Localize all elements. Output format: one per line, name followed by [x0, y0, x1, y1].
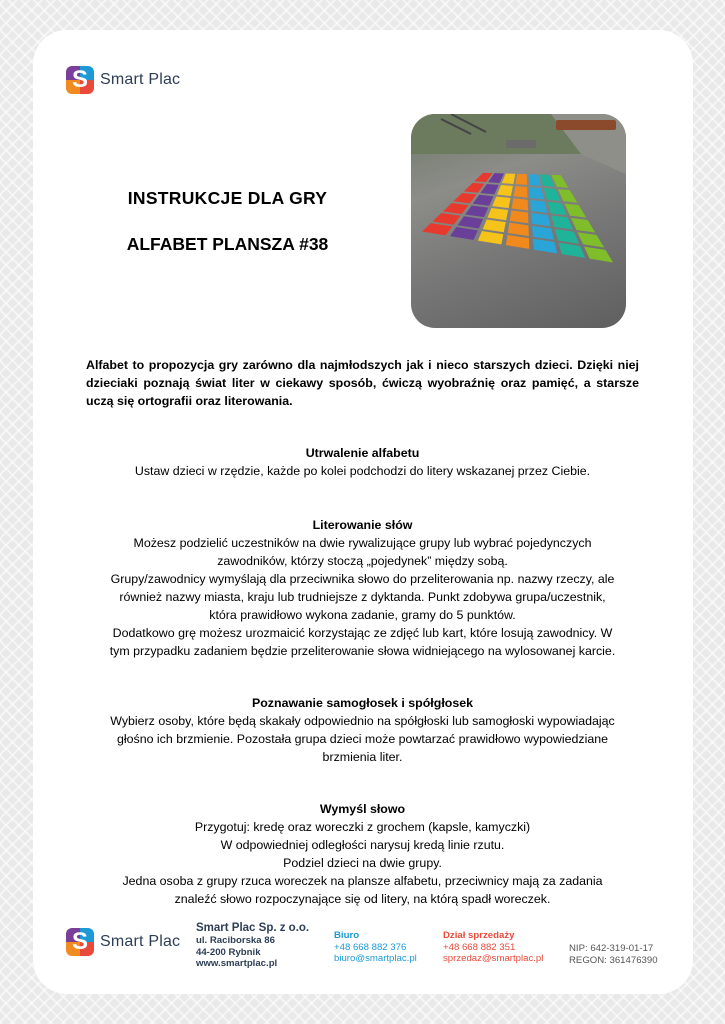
board-tile: [510, 210, 529, 223]
board-tile: [558, 189, 577, 202]
board-tile: [443, 203, 468, 214]
board-tile: [516, 174, 528, 185]
board-tile: [544, 188, 561, 201]
section-line: Jedna osoba z grupy rzuca woreczek na plansze alfabetu, przeciwnicy mają za zadania: [122, 874, 603, 888]
board-tile: [483, 219, 506, 232]
board-tile: [465, 205, 488, 217]
board-tile: [450, 227, 478, 240]
smart-plac-logo: [66, 66, 180, 94]
section-heading: Wymyśl słowo: [319, 802, 406, 816]
office-phone[interactable]: +48 668 882 376: [334, 941, 407, 953]
board-tile: [487, 208, 508, 220]
board-tile: [530, 200, 547, 213]
board-tile: [478, 231, 503, 244]
office-label: Biuro: [334, 930, 360, 941]
board-tile: [584, 247, 613, 263]
board-tile: [533, 239, 557, 254]
section-line: Ustaw dzieci w rzędzie, każde po kolei podchodzi do litery wskazanej przez Ciebie.: [134, 464, 591, 478]
board-tile: [514, 186, 528, 198]
board-tile: [564, 204, 586, 218]
board-tile: [502, 174, 516, 184]
board-tile: [512, 198, 528, 210]
section-wymysl-slowo: [86, 800, 639, 908]
section-line: Grupy/zawodnicy wymyślają dla przeciwnika słowo do przeliterowania np. nazwy rzeczy, ale: [110, 572, 615, 586]
section-line: która prawidłowo wykona zadanie, gramy do 5 punktów.: [209, 608, 516, 622]
board-tile: [531, 213, 550, 226]
regon-number: REGON: 361476390: [569, 954, 658, 966]
footer-logo: [66, 928, 180, 956]
sales-label: Dział sprzedaży: [443, 930, 515, 941]
board-tile: [529, 174, 541, 186]
company-name: Smart Plac Sp. z o.o.: [196, 922, 310, 934]
footer-registration: [569, 943, 658, 966]
section-heading: Utrwalenie alfabetu: [305, 446, 420, 460]
board-tile: [578, 232, 605, 247]
board-tile: [497, 185, 513, 196]
board-tile: [453, 193, 476, 203]
board-tile: [571, 218, 595, 233]
section-line: znaleźć słowo rozpoczynające się od litery, na którą spadł woreczek.: [174, 892, 551, 906]
footer-sales: [443, 930, 543, 965]
sales-phone[interactable]: +48 668 882 351: [443, 941, 516, 953]
section-line: Dodatkowo grę możesz urozmaicić korzystając ze zdjęć lub kart, które losują zawodnicy. W: [112, 626, 613, 640]
board-tile: [492, 196, 510, 208]
section-samogloski-spolgloski: [86, 694, 639, 766]
page-subtitle: ALFABET PLANSZA #38: [126, 234, 329, 254]
section-line: Możesz podzielić uczestników na dwie rywalizujące grupy lub wybrać pojedynczych: [133, 536, 592, 550]
footer-office: [334, 930, 417, 965]
company-website[interactable]: www.smartplac.pl: [196, 958, 278, 969]
section-heading: Literowanie słów: [312, 518, 413, 532]
page-title: INSTRUKCJE DLA GRY: [127, 188, 328, 208]
section-line: Przygotuj: kredę oraz woreczki z grochem (kapsle, kamyczki): [194, 820, 531, 834]
board-tile: [506, 235, 529, 249]
logo-text: Smart Plac: [100, 933, 181, 950]
section-line: brzmienia liter.: [322, 750, 403, 764]
board-tile: [458, 216, 483, 228]
company-street: ul. Raciborska 86: [196, 935, 275, 946]
section-literowanie-slow: [86, 516, 639, 660]
section-heading: Poznawanie samogłosek i spółgłosek: [251, 696, 474, 710]
section-line: również nazwy miasta, kraju lub trudniejsze z dyktanda. Punkt zdobywa grupa/uczestnik,: [119, 590, 606, 604]
smart-plac-logo-icon: S: [66, 66, 94, 94]
sales-email[interactable]: sprzedaz@smartplac.pl: [443, 953, 544, 964]
office-email[interactable]: biuro@smartplac.pl: [334, 953, 417, 964]
section-line: W odpowiedniej odległości narysuj kredą linie rzutu.: [220, 838, 505, 852]
board-tile: [422, 223, 452, 235]
company-city: 44-200 Rybnik: [196, 946, 261, 958]
section-line: zawodników, którzy stoczą „pojedynek” między sobą.: [217, 554, 508, 568]
section-line: głośno ich brzmienie. Pozostała grupa dzieci może powtarzać prawidłowo wypowiedziane: [116, 732, 609, 746]
board-tile: [551, 215, 573, 229]
board-tile: [508, 223, 529, 236]
section-line: Wybierz osoby, które będą skakały odpowiednio na spółgłoski lub samogłoski wypowiadając: [110, 714, 615, 728]
board-tile: [529, 187, 544, 199]
board-tile: [547, 202, 566, 215]
intro-paragraph: Alfabet to propozycja gry zarówno dla najmłodszych jak i nieco starszych dzieci. Dzięki niej dzieciaki poznają świat liter w ciekawy sposób, ćwiczą wyobraźnię oraz pamięć, a starsze uczą się ortografii oraz literowania.: [86, 358, 639, 408]
board-tile: [473, 195, 494, 206]
playground-photo: [411, 114, 626, 328]
alphabet-board-illustration: [411, 114, 626, 328]
footer-company: [196, 921, 309, 970]
logo-text: Smart Plac: [100, 71, 181, 88]
board-tile: [555, 229, 579, 244]
board-tile: [532, 226, 554, 240]
board-tile: [464, 183, 485, 193]
smart-plac-logo-icon: S: [66, 928, 94, 956]
board-tile: [433, 213, 461, 225]
section-line: Podziel dzieci na dwie grupy.: [283, 856, 442, 870]
section-utrwalenie-alfabetu: [86, 444, 639, 480]
section-line: tym przypadku zadaniem będzie przeliterowanie słowa widniejącego na wylosowanej karcie.: [109, 644, 616, 658]
board-tile: [559, 243, 586, 258]
nip-number: NIP: 642-319-01-17: [569, 943, 654, 954]
